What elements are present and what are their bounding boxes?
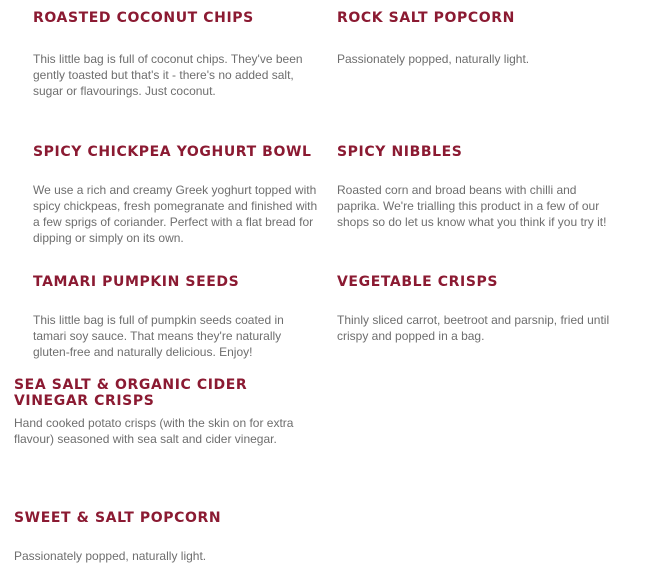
product-item — [337, 144, 622, 230]
product-item — [337, 274, 622, 344]
product-description: Hand cooked potato crisps (with the skin on for extra flavour) seasoned with sea salt and cider vinegar. — [14, 416, 294, 446]
product-title: ROASTED COCONUT CHIPS — [33, 10, 254, 26]
product-title: SPICY CHICKPEA YOGHURT BOWL — [33, 144, 312, 160]
product-title: SEA SALT & ORGANIC CIDER VINEGAR CRISPS — [14, 377, 248, 409]
product-title: SPICY NIBBLES — [337, 144, 463, 160]
product-item — [337, 10, 622, 67]
product-item — [33, 10, 323, 99]
product-item — [14, 510, 304, 564]
product-title: TAMARI PUMPKIN SEEDS — [33, 274, 240, 290]
product-description: This little bag is full of coconut chips. They've been gently toasted but that's it - there's no added salt, sugar or flavourings. Just coconut. — [33, 52, 303, 98]
product-item — [33, 274, 303, 360]
product-title: VEGETABLE CRISPS — [337, 274, 499, 290]
product-description: We use a rich and creamy Greek yoghurt topped with spicy chickpeas, fresh pomegranate and finished with a few sprigs of coriander. Perfect with a flat bread for dipping or simply on its own. — [33, 183, 318, 245]
product-description: This little bag is full of pumpkin seeds coated in tamari soy sauce. That means they're naturally gluten-free and naturally delicious. Enjoy! — [33, 313, 284, 359]
product-title: SWEET & SALT POPCORN — [14, 510, 222, 526]
product-item — [14, 377, 304, 447]
product-description: Thinly sliced carrot, beetroot and parsnip, fried until crispy and popped in a bag. — [337, 313, 610, 343]
product-description: Roasted corn and broad beans with chilli and paprika. We're trialling this product in a few of our shops so do let us know what you think if you try it! — [337, 183, 607, 229]
product-title: ROCK SALT POPCORN — [337, 10, 515, 26]
product-description: Passionately popped, naturally light. — [14, 549, 207, 563]
product-description: Passionately popped, naturally light. — [337, 52, 530, 66]
product-item — [33, 144, 323, 246]
